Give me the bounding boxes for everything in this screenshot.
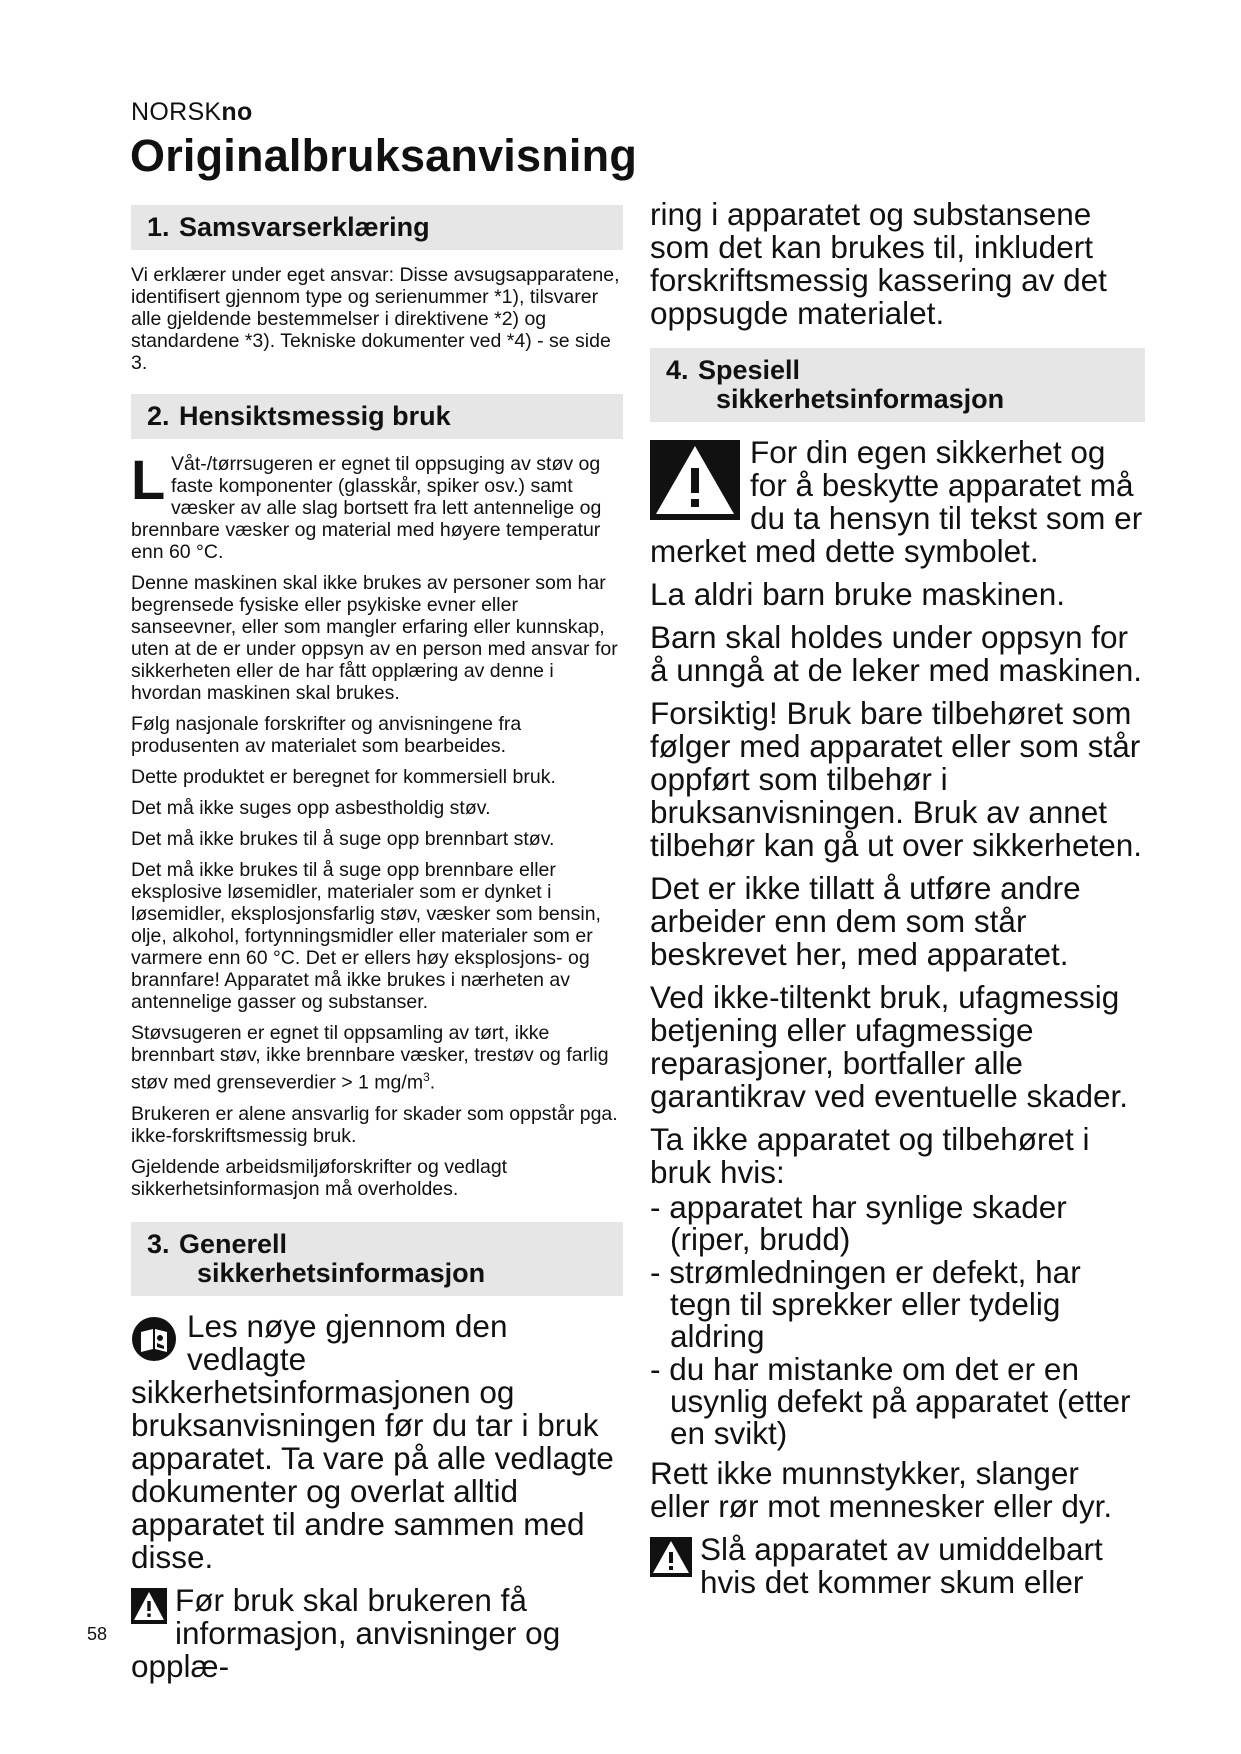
section-2-heading (131, 394, 623, 439)
section-2-paragraph-4: Dette produktet er beregnet for kommersiell bruk. (131, 766, 556, 788)
section-2-paragraph-3: Følg nasjonale forskrifter og anvisningene fra produsenten av materialet som bearbeides. (131, 713, 522, 757)
dust-paragraph-text: Støvsugeren er egnet til oppsamling av tørt, ikke brennbart støv, ikke brennbare væsker, trestøv og farlig støv med grenseverdier > 1 mg/m (131, 1022, 609, 1094)
section-2-paragraph-2: Denne maskinen skal ikke brukes av personer som har begrensede fysiske eller psykiske evner eller sanseevner, eller som mangler erfaring eller kunnskap, uten at de er under oppsyn av en person med ansvar for sikkerheten eller de har fått opplæring av denne i hvordan maskinen skal brukes. (131, 572, 618, 704)
section-2-paragraph-5: Det må ikke suges opp asbestholdig støv. (131, 797, 491, 819)
l-marker-icon: L (131, 448, 166, 511)
section-4-paragraph-1: La aldri barn bruke maskinen. (650, 576, 1065, 612)
section-1-title: Samsvarserklæring (179, 212, 430, 242)
section-2-dust-paragraph (131, 1022, 623, 1094)
section-4-paragraph-5: Ved ikke-tiltenkt bruk, ufagmessig betjening eller ufagmessige reparasjoner, bortfaller alle garantikrav ved eventuelle skader. (650, 979, 1129, 1114)
section-2-paragraph-1-text: Våt-/tørrsugeren er egnet til oppsuging av støv og faste komponenter (glasskår, spiker osv.) samt væsker av alle slag bortsett fra lett antennelige og brennbare væsker og material med høyere temperatur enn 60 °C. (131, 453, 602, 563)
section-4-title-line-1: Spesiell (698, 355, 801, 385)
section-1-number: 1. (147, 212, 170, 242)
section-3-title-line-2: sikkerhetsinformasjon (197, 1257, 486, 1288)
section-4-paragraph-4: Det er ikke tillatt å utføre andre arbeider enn dem som står beskrevet her, med apparatet. (650, 870, 1081, 972)
section-2-paragraph-1 (131, 448, 623, 563)
list-item: - du har mistanke om det er en usynlig defekt på apparatet (etter en svikt) (650, 1351, 1131, 1451)
section-4-last-warning-text: Slå apparatet av umiddelbart hvis det kommer skum eller (700, 1531, 1103, 1600)
section-4-warning-intro (650, 436, 1145, 568)
page-title: Originalbruksanvisning (130, 130, 638, 181)
damage-list (650, 1191, 1145, 1449)
left-column (131, 205, 623, 1693)
section-2-number: 2. (147, 401, 170, 431)
section-2-paragraph-7: Det må ikke brukes til å suge opp brennbare eller eksplosive løsemidler, materialer som er dynket i løsemidler, eksplosjonsfarlig støv, væsker som bensin, olje, alkohol, fortynningsmidler eller materialer som er varmere enn 60 °C. Det er ellers høy eksplosjons- og brannfare! Apparatet må ikke brukes i nærheten av antennelige gasser og substanser. (131, 859, 601, 1013)
section-4-warning-intro-text: For din egen sikkerhet og for å beskytte apparatet må du ta hensyn til tekst som er merket med dette symbolet. (650, 434, 1143, 569)
section-4-paragraph-3: Forsiktig! Bruk bare tilbehøret som følger med apparatet eller som står oppført som tilbehør i bruksanvisningen. Bruk av annet tilbehør kan gå ut over sikkerheten. (650, 695, 1143, 863)
after-list-paragraph: Rett ikke munnstykker, slanger eller rør mot mennesker eller dyr. (650, 1455, 1113, 1524)
section-1-heading (131, 205, 623, 250)
section-3-warning-text: Før bruk skal brukeren få informasjon, anvisninger og opplæ- (131, 1581, 561, 1684)
section-4-number: 4. (666, 355, 689, 385)
section-2-paragraph-8: Brukeren er alene ansvarlig for skader som oppstår pga. ikke-forskriftsmessig bruk. (131, 1102, 618, 1147)
section-3-number: 3. (147, 1228, 170, 1259)
section-4-title-line-2: sikkerhetsinformasjon (716, 384, 1005, 414)
section-2-paragraph-9: Gjeldende arbeidsmiljøforskrifter og vedlagt sikkerhetsinformasjon må overholdes. (131, 1155, 508, 1200)
dust-paragraph-end: . (429, 1071, 436, 1094)
read-manual-text: Les nøye gjennom den vedlagte sikkerhetsinformasjonen og bruksanvisningen før du tar i bruk apparatet. Ta vare på alle vedlagte dokumenter og overlat alltid apparatet til andre sammen med disse. (131, 1307, 614, 1575)
section-3-title-line-1: Generell (179, 1228, 288, 1259)
read-manual-paragraph (131, 1307, 623, 1575)
large-warning-icon (650, 440, 740, 526)
section-2-paragraph-6: Det må ikke brukes til å suge opp brennbart støv. (131, 828, 555, 850)
section-2-title: Hensiktsmessig bruk (179, 401, 451, 431)
section-3-warning-paragraph (131, 1581, 623, 1684)
page-number: 58 (87, 1624, 108, 1644)
language-code: no (221, 98, 253, 126)
section-1-paragraph: Vi erklærer under eget ansvar: Disse avsugsapparatene, identifisert gjennom type og serienummer *1), tilsvarer alle gjeldende bestemmelser i direktivene *2) og standardene *3). Tekniske dokumenter ved *4) - se side 3. (131, 264, 620, 374)
right-column (650, 198, 1145, 1609)
section-4-heading (650, 348, 1145, 422)
read-manual-icon (131, 1316, 177, 1368)
list-item: - strømledningen er defekt, har tegn til sprekker eller tydelig aldring (650, 1254, 1081, 1354)
section-4-paragraph-2: Barn skal holdes under oppsyn for å unngå at de leker med maskinen. (650, 619, 1143, 688)
dust-paragraph-superscript: 3 (423, 1070, 430, 1084)
warning-icon (131, 1588, 167, 1630)
section-3-heading (131, 1222, 623, 1296)
list-item: - apparatet har synlige skader (riper, brudd) (650, 1189, 1067, 1257)
list-intro: Ta ikke apparatet og tilbehøret i bruk hvis: (650, 1121, 1090, 1190)
continuation-paragraph: ring i apparatet og substansene som det kan brukes til, inkludert forskriftsmessig kassering av det oppsugde materialet. (650, 196, 1107, 331)
language-label-text: NORSK (131, 98, 222, 126)
language-label (131, 98, 253, 127)
warning-icon (650, 1537, 692, 1583)
section-4-last-warning (650, 1533, 1145, 1599)
